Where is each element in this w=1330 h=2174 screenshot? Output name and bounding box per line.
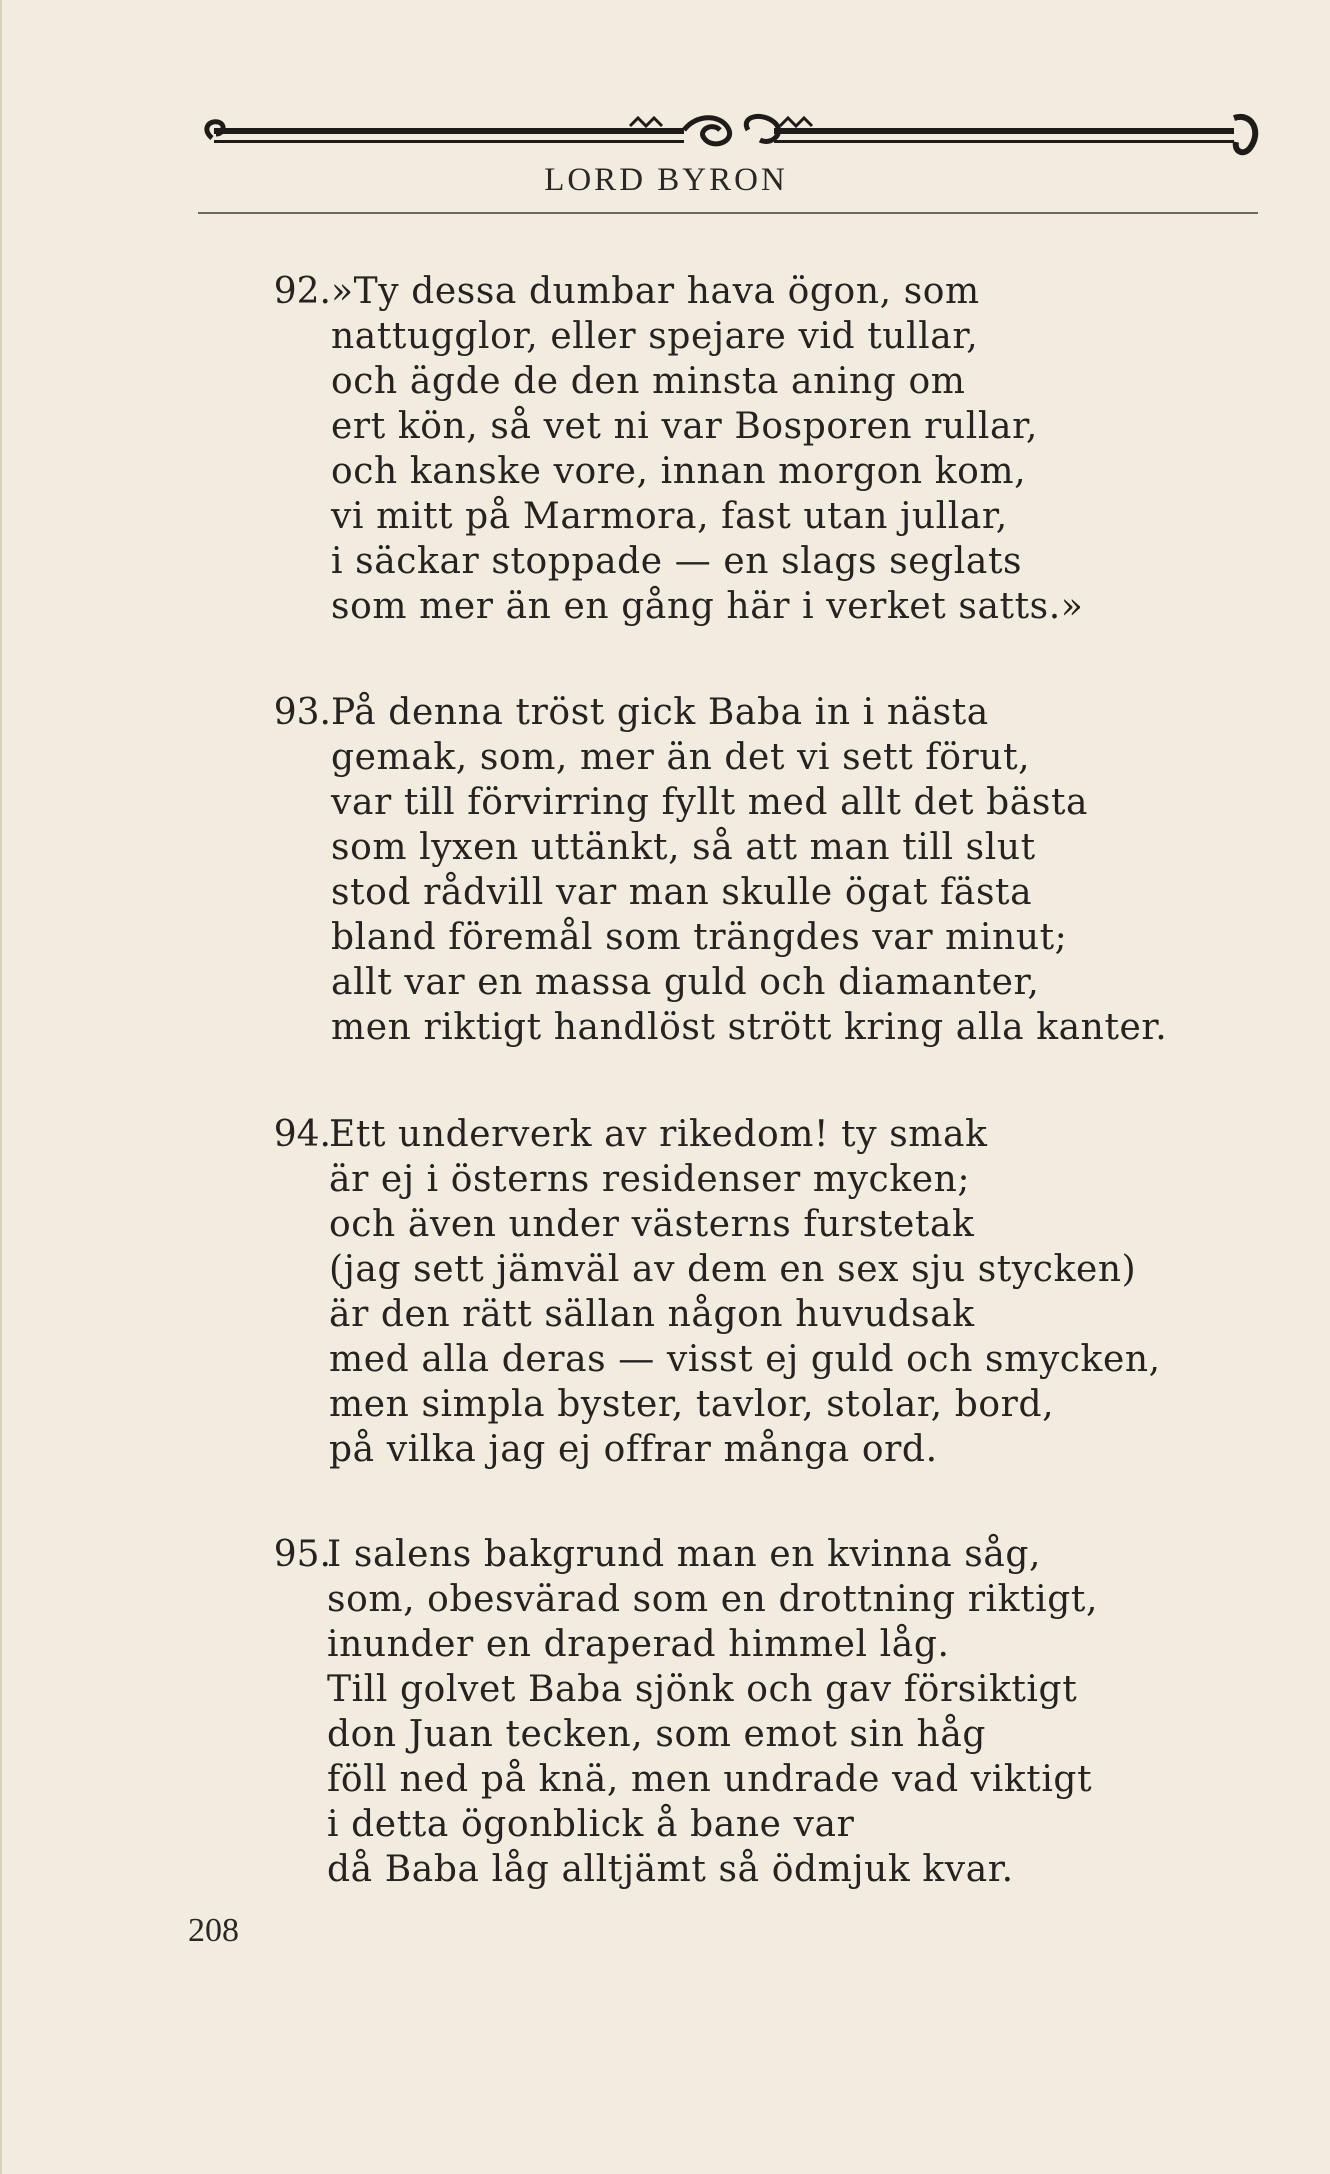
verse-line: på vilka jag ej offrar många ord.: [329, 1429, 938, 1470]
verse-line: som, obesvärad som en drottning riktigt,: [327, 1579, 1098, 1620]
verse-line: och kanske vore, innan morgon kom,: [331, 451, 1027, 492]
verse-line: (jag sett jämväl av dem en sex sju stycken): [329, 1249, 1137, 1290]
verse-line: stod rådvill var man skulle ögat fästa: [331, 872, 1033, 913]
verse-line: var till förvirring fyllt med allt det bästa: [331, 782, 1089, 823]
verse-line: don Juan tecken, som emot sin håg: [327, 1714, 987, 1755]
verse-line: Ett underverk av rikedom! ty smak: [329, 1114, 988, 1155]
verse-line: och ägde de den minsta aning om: [331, 361, 966, 402]
stanza-number: 92.: [273, 271, 331, 312]
stanza-number: 93.: [273, 692, 331, 733]
verse-line: är ej i österns residenser mycken;: [329, 1159, 971, 1200]
verse-line: allt var en massa guld och diamanter,: [331, 962, 1040, 1003]
verse-line: men simpla byster, tavlor, stolar, bord,: [329, 1384, 1055, 1425]
header-rule: [198, 212, 1258, 214]
verse-line: Till golvet Baba sjönk och gav försiktigt: [327, 1669, 1078, 1710]
verse-line: som lyxen uttänkt, så att man till slut: [331, 827, 1036, 868]
verse-line: men riktigt handlöst strött kring alla kanter.: [331, 1007, 1168, 1048]
stanza-lines: [327, 1532, 1098, 1892]
verse-line: I salens bakgrund man en kvinna såg,: [327, 1534, 1042, 1575]
verse-line: och även under västerns furstetak: [329, 1204, 975, 1245]
header-ornament: [200, 108, 1264, 164]
verse-line: inunder en draperad himmel låg.: [327, 1624, 950, 1665]
verse-line: bland föremål som trängdes var minut;: [331, 917, 1068, 958]
stanza-number: 95.: [273, 1534, 331, 1575]
running-head: LORD BYRON: [544, 162, 788, 198]
verse-line: i detta ögonblick å bane var: [327, 1804, 855, 1845]
stanza-lines: [329, 1112, 1161, 1472]
verse-line: är den rätt sällan någon huvudsak: [329, 1294, 975, 1335]
verse-line: i säckar stoppade — en slags seglats: [331, 541, 1023, 582]
verse-line: med alla deras — visst ej guld och smycken,: [329, 1339, 1161, 1380]
verse-line: föll ned på knä, men undrade vad viktigt: [327, 1759, 1093, 1800]
stanza-number: 94.: [273, 1114, 331, 1155]
verse-line: då Baba låg alltjämt så ödmjuk kvar.: [327, 1849, 1014, 1890]
page-number: 208: [188, 1912, 239, 1949]
verse-line: nattugglor, eller spejare vid tullar,: [331, 316, 979, 357]
verse-line: »Ty dessa dumbar hava ögon, som: [331, 271, 980, 312]
stanza-lines: [331, 690, 1167, 1050]
verse-line: vi mitt på Marmora, fast utan jullar,: [331, 496, 1008, 537]
verse-line: som mer än en gång här i verket satts.»: [331, 586, 1084, 627]
verse-line: På denna tröst gick Baba in i nästa: [331, 692, 989, 733]
verse-line: gemak, som, mer än det vi sett förut,: [331, 737, 1031, 778]
verse-line: ert kön, så vet ni var Bosporen rullar,: [331, 406, 1038, 447]
stanza-lines: [331, 269, 1083, 629]
